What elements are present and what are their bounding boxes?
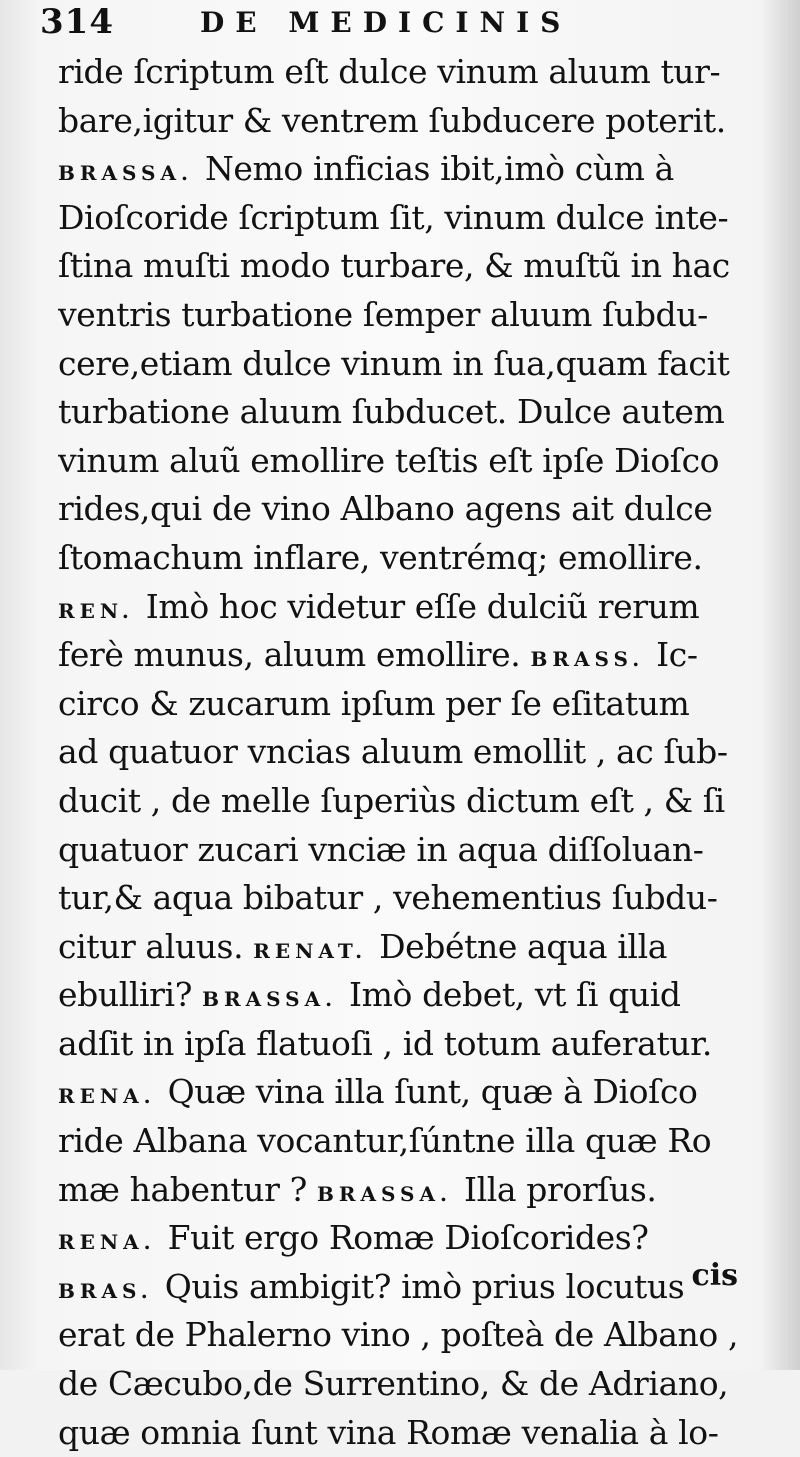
text-segment: adſit in ipſa flatuoſi , id totum auferatur.	[58, 1023, 713, 1063]
text-segment: Illa prorſus.	[463, 1169, 657, 1209]
text-segment: Nemo inficias ibit,imò cùm à	[204, 149, 674, 189]
text-line	[58, 874, 758, 923]
text-segment: Imò hoc videtur eſſe dulciũ rerum	[145, 586, 700, 626]
text-segment: citur aluus.	[58, 926, 254, 966]
speaker-label: BRASSA.	[58, 161, 205, 186]
text-segment: Quis ambigit? imò prius locutus	[164, 1266, 685, 1306]
page-header	[40, 2, 760, 46]
text-segment: erat de Phalerno vino , poſteà de Albano ,	[58, 1315, 739, 1355]
text-segment: Ic-	[656, 635, 698, 675]
text-line	[58, 485, 758, 534]
text-line	[58, 340, 758, 389]
running-head: DE MEDICINIS	[200, 6, 572, 39]
text-line	[58, 1117, 758, 1166]
text-segment: Dioſcoride ſcriptum ſit, vinum dulce inte-	[58, 197, 729, 237]
text-line	[58, 1166, 758, 1215]
text-segment: de Cæcubo,de Surrentino, & de Adriano,	[58, 1364, 729, 1404]
text-line	[58, 777, 758, 826]
text-line	[58, 680, 758, 729]
page-number: 314	[40, 2, 114, 42]
text-segment: turbatione aluum ſubducet. Dulce autem	[58, 392, 725, 432]
text-segment: ferè munus, aluum emollire.	[58, 635, 531, 675]
text-line	[58, 583, 758, 632]
text-line	[58, 291, 758, 340]
text-line	[58, 194, 758, 243]
text-line	[58, 826, 758, 875]
text-line	[58, 971, 758, 1020]
text-segment: rides,qui de vino Albano agens ait dulce	[58, 489, 713, 529]
text-line	[58, 1214, 758, 1263]
text-line	[58, 728, 758, 777]
text-segment: quatuor zucari vnciæ in aqua diſſoluan-	[58, 829, 704, 869]
text-line	[58, 1263, 758, 1312]
text-segment: vinum aluũ emollire teſtis eſt ipſe Dioſco	[58, 440, 720, 480]
text-segment: Fuit ergo Romæ Dioſcorides?	[167, 1218, 649, 1258]
text-line	[58, 1360, 758, 1409]
text-segment: Imò debet, vt ſi quid	[349, 975, 681, 1015]
speaker-label: BRASSA.	[202, 987, 350, 1012]
text-segment: quæ omnia ſunt vina Romæ venalia à lo-	[58, 1412, 719, 1452]
speaker-label: BRAS.	[58, 1278, 165, 1303]
text-line	[58, 437, 758, 486]
text-line	[58, 631, 758, 680]
text-line	[58, 145, 758, 194]
text-segment: mæ habentur ?	[58, 1169, 317, 1209]
text-line	[58, 534, 758, 583]
text-segment: cere,etiam dulce vinum in ſua,quam facit	[58, 343, 730, 383]
body-text	[58, 48, 758, 1457]
text-segment: ſtomachum inflare, ventrémq; emollire.	[58, 537, 703, 577]
text-line	[58, 242, 758, 291]
text-segment: Quæ vina illa ſunt, quæ à Dioſco	[167, 1072, 698, 1112]
text-segment: ebulliri?	[58, 975, 203, 1015]
text-segment: tur,& aqua bibatur , vehementius ſubdu-	[58, 878, 718, 918]
catchword: cis	[691, 1258, 738, 1293]
text-segment: bare,igitur & ventrem ſubducere poterit.	[58, 100, 726, 140]
text-segment: ride Albana vocantur,ſúntne illa quæ Ro	[58, 1121, 712, 1161]
text-segment: ſtina muſti modo turbare, & muſtũ in hac	[58, 246, 730, 286]
text-line	[58, 923, 758, 972]
text-segment: ducit , de melle ſuperiùs dictum eſt , & ſi	[58, 780, 725, 820]
speaker-label: REN.	[58, 598, 146, 623]
text-line	[58, 48, 758, 97]
text-segment: ventris turbatione ſemper aluum ſubdu-	[58, 294, 708, 334]
text-line	[58, 1068, 758, 1117]
text-line	[58, 388, 758, 437]
speaker-label: BRASSA.	[317, 1181, 464, 1206]
text-segment: ad quatuor vncias aluum emollit , ac ſub-	[58, 732, 728, 772]
text-line	[58, 97, 758, 146]
text-segment: Debétne aqua illa	[379, 926, 668, 966]
speaker-label: RENAT.	[253, 938, 380, 963]
speaker-label: BRASS.	[530, 647, 657, 672]
text-line	[58, 1311, 758, 1360]
text-segment: circo & zucarum ipſum per ſe eſitatum	[58, 683, 690, 723]
text-line	[58, 1020, 758, 1069]
speaker-label: RENA.	[58, 1084, 168, 1109]
text-segment: ride ſcriptum eſt dulce vinum aluum tur-	[58, 52, 721, 91]
text-line	[58, 1409, 758, 1457]
speaker-label: RENA.	[58, 1230, 168, 1255]
